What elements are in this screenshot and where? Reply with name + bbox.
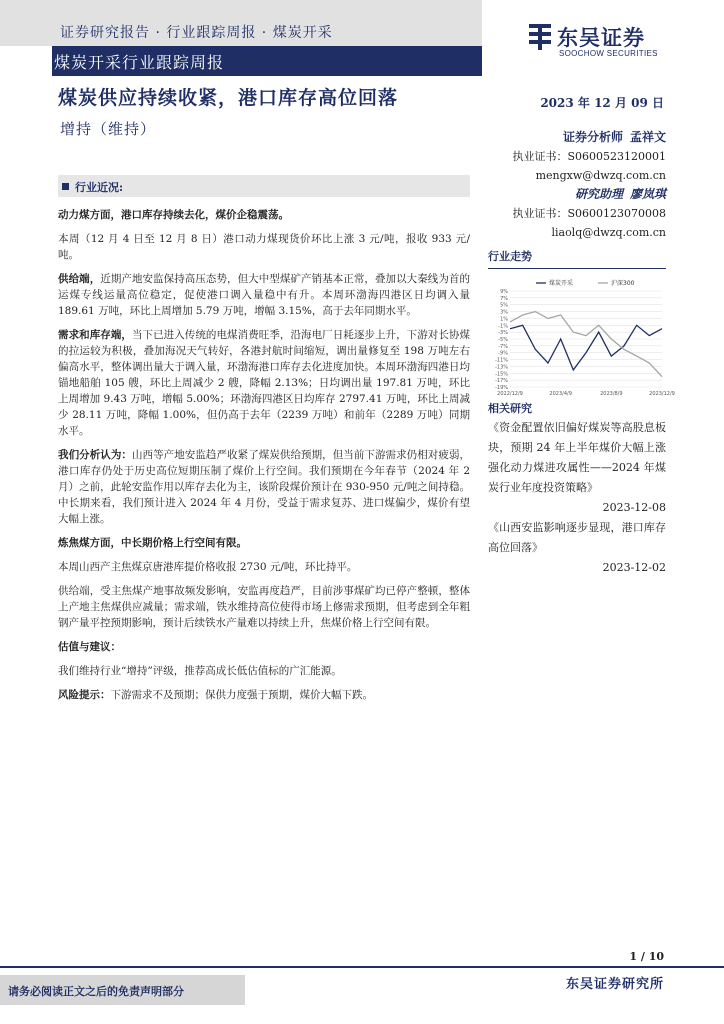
trend-chart-svg [488,277,675,399]
y-tick-label: 1% [500,316,508,323]
x-tick-label: 2023/8/9 [600,391,623,397]
page-title: 煤炭供应持续收紧，港口库存高位回落 [58,87,399,109]
y-tick-label: -1% [498,323,508,330]
sidebar [488,248,675,574]
report-type: 煤炭开采行业跟踪周报 [54,53,225,72]
analyst-cert: 执业证书：S0600523120001 [512,150,666,163]
assistant-name: 廖岚琪 [629,187,666,201]
y-tick-label: -9% [498,350,508,357]
y-tick-label: 9% [500,289,508,295]
paragraph-coking-supply: 供给端，受主焦煤产地事故频发影响，安监再度趋严，目前涉事煤矿均已停产整顿，整体上产地主焦煤供应减量；需求端，铁水维持高位使得市场上修需求预期，但考虑到全年粗钢产量平控预期影响，预计后续铁水产量难以持续上升，焦煤价格上行空间有限。 [58,585,470,629]
paragraph-analysis: 我们分析认为：山西等产地安监趋严收紧了煤炭供给预期，但当前下游需求仍相对疲弱，港口库存仍处于历史高位短期压制了煤价上行空间。我们预期在今年春节（2024 年 2 月）之前，此轮安监作用以库存去化为主，该阶段煤价预计在 930-950 元/吨之间持稳。中长期来看，我们预计进入 2024 年 4 月份，受益于需求复苏、进口煤偏少，煤价有望大幅上涨。 [58,449,471,525]
related-item-title[interactable]: 《山西安监影响逐步显现，港口库存高位回落》 [488,521,666,554]
summary-heading: 行业近况: [58,175,470,197]
y-tick-label: -13% [495,364,508,371]
y-tick-label: -7% [498,343,508,350]
trend-chart [488,277,675,399]
related-item-date: 2023-12-08 [602,501,666,514]
paragraph-coking-price: 本周山西产主焦煤京唐港库提价格收报 2730 元/吨，环比持平。 [58,561,358,573]
trend-title: 行业走势 [488,248,666,269]
related-item-title[interactable]: 《资金配置依旧偏好煤炭等高股息板块，预期 24 年上半年煤价大幅上涨强化动力煤进攻属性——2024 年煤炭行业年度投资策略》 [488,421,666,494]
x-tick-label: 2023/12/9 [649,391,675,397]
analyst-role: 证券分析师 [562,130,623,144]
x-tick-label: 2022/12/9 [497,391,523,397]
y-tick-label: 7% [500,295,508,302]
y-tick-label: -15% [495,371,508,378]
header-breadcrumb-band [0,0,482,46]
valuation-heading: 估值与建议： [58,641,121,653]
analyst-name: 孟祥文 [629,130,666,144]
square-bullet-icon [62,183,69,190]
x-tick-label: 2023/4/9 [549,391,572,397]
footer-disclaimer[interactable]: 请务必阅读正文之后的免责声明部分 [8,985,184,998]
logo-text-en: SOOCHOW SECURITIES [559,49,658,58]
assistant-cert: 执业证书：S0600123070008 [512,207,666,220]
footer-institute: 东吴证券研究所 [565,977,664,992]
breadcrumb: 证券研究报告 · 行业跟踪周报 · 煤炭开采 [60,25,333,41]
paragraph-demand: 需求和库存端，当下已进入传统的电煤消费旺季，沿海电厂日耗逐步上升，下游对长协煤的拉运较为积极，叠加海况天气转好，各港封航时间缩短，调出量修复至 198 万吨左右偏高水平，整体调出量大于调入量，环渤海港口库存去化进度加快。本周环渤海四港日均锚地船舶 105 艘，环比上周减少 2 艘，降幅 2.13%；日均调出量 197.81 万吨，环比上周增加 9.43 万吨，增幅 5.00%；环渤海四港区日均库存 2797.41 万吨，环比上周减少 28.11 万吨，降幅 1.00%，但仍高于去年（2239 万吨）和前年（2289 万吨）同期水平。 [58,329,471,437]
paragraph-price: 本周（12 月 4 日至 12 月 8 日）港口动力煤现货价环比上涨 3 元/吨，报收 933 元/吨。 [58,233,470,261]
company-logo [523,22,713,62]
y-tick-label: -17% [495,378,508,385]
assistant-email[interactable]: liaolq@dwzq.com.cn [551,226,666,239]
paragraph-risk: 风险提示：下游需求不及预期；保供力度强于预期，煤价大幅下跌。 [58,689,373,701]
analyst-email[interactable]: mengxw@dwzq.com.cn [535,169,666,182]
related-item-date: 2023-12-02 [602,561,666,574]
paragraph-recommendation: 我们维持行业“增持”评级，推荐高成长低估值标的广汇能源。 [58,665,342,677]
legend-label: 沪深300 [611,280,635,287]
analyst-block [466,128,666,242]
logo-text-cn: 东吴证券 [557,26,645,50]
coking-coal-heading: 炼焦煤方面，中长期价格上行空间有限。 [58,537,247,549]
footer-divider [0,966,724,968]
related-research-title: 相关研究 [488,402,532,415]
rating: 增持（维持） [60,120,157,138]
y-tick-label: -5% [498,337,508,343]
y-tick-label: -11% [495,357,508,364]
related-research-list [488,418,666,578]
summary-column [58,175,470,703]
y-tick-label: 3% [500,309,508,316]
footer-disclaimer-band [0,975,245,1005]
page-number: 1 / 10 [629,950,664,963]
paragraph-supply: 供给端，近期产地安监保持高压态势，但大中型煤矿产销基本正常，叠加以大秦线为首的运煤专线运量高位稳定，促使港口调入量稳中有升。本周环渤海四港区日均调入量 189.61 万吨，环比上周增加 5.79 万吨，增幅 3.15%，高于去年同期水平。 [58,273,471,317]
legend-label: 煤炭开采 [549,280,574,287]
y-tick-label: -19% [495,385,508,391]
y-tick-label: -3% [498,330,508,337]
assistant-role: 研究助理 [574,187,623,201]
logo-icon [529,24,551,50]
coal-thermal-heading: 动力煤方面，港口库存持续去化，煤价企稳震荡。 [58,209,289,221]
report-type-band [52,46,482,76]
report-date: 2023 年 12 月 09 日 [540,96,664,110]
y-tick-label: 5% [500,302,508,309]
